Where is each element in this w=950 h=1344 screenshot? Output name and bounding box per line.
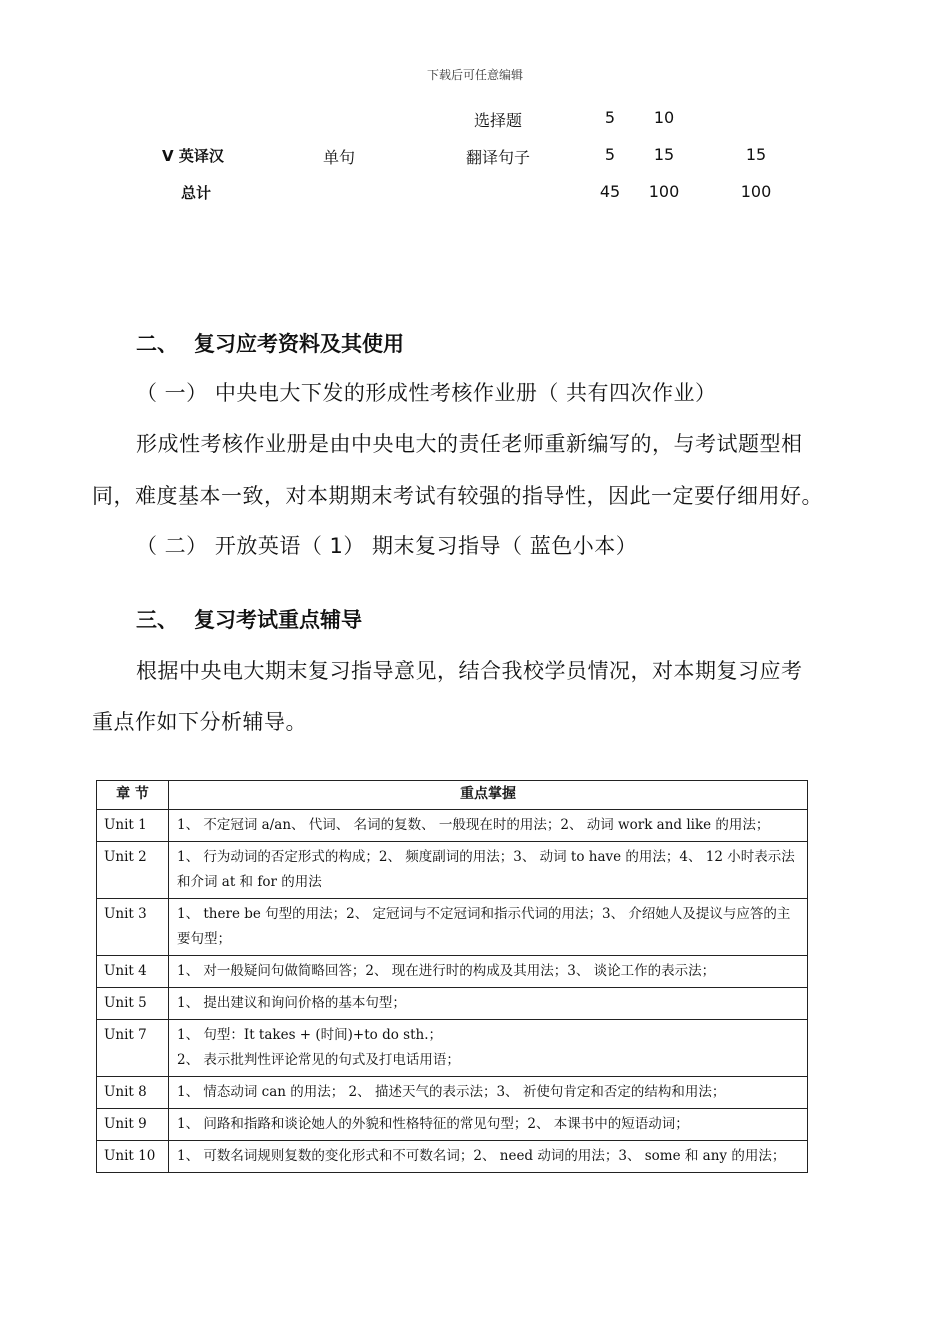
key-points-table <box>96 780 808 1173</box>
content-cell: 1、 可数名词规则复数的变化形式和不可数名词；2、 need 动词的用法；3、 some 和 any 的用法； <box>169 1141 808 1173</box>
table-row <box>97 899 808 956</box>
section-title: 复习应考资料及其使用 <box>194 332 404 356</box>
paragraph-line: 重点作如下分析辅导。 <box>92 710 307 734</box>
content-line: 2、 表示批判性评论常见的句式及打电话用语； <box>177 1052 460 1068</box>
unit-cell: Unit 10 <box>97 1141 169 1173</box>
unit-cell: Unit 2 <box>97 842 169 899</box>
table-row <box>97 842 808 899</box>
score-row <box>0 182 950 210</box>
section-title: 复习考试重点辅导 <box>194 608 362 632</box>
table-row <box>97 1077 808 1109</box>
score-type: 翻译句子 <box>466 148 531 167</box>
paragraph-line: 根据中央电大期末复习指导意见，结合我校学员情况，对本期复习应考 <box>136 659 803 683</box>
unit-cell: Unit 9 <box>97 1109 169 1141</box>
content-cell: 1、 行为动词的否定形式的构成；2、 频度副词的用法；3、 动词 to have 的用法；4、 12 小时表示法和介词 at 和 for 的用法 <box>169 842 808 899</box>
score-points: 100 <box>648 182 680 201</box>
unit-cell: Unit 1 <box>97 810 169 842</box>
score-count: 5 <box>604 145 616 164</box>
section-2-heading <box>136 328 404 358</box>
table-row <box>97 956 808 988</box>
score-row <box>0 108 950 136</box>
section-3-heading <box>136 604 362 634</box>
content-cell: 1、 对一般疑问句做简略回答；2、 现在进行时的构成及其用法；3、 谈论工作的表示法； <box>169 956 808 988</box>
subsection-1: （ 一） 中央电大下发的形成性考核作业册（ 共有四次作业） <box>136 381 717 405</box>
content-cell: 1、 问路和指路和谈论她人的外貌和性格特征的常见句型；2、 本课书中的短语动词； <box>169 1109 808 1141</box>
table-header-row <box>97 781 808 810</box>
score-total: 15 <box>745 145 767 164</box>
unit-cell: Unit 7 <box>97 1020 169 1077</box>
score-section: V 英译汉 <box>162 147 224 165</box>
unit-cell: Unit 3 <box>97 899 169 956</box>
page-header: 下载后可任意编辑 <box>426 68 523 82</box>
content-cell: 1、 提出建议和询问价格的基本句型； <box>169 988 808 1020</box>
score-section: 总计 <box>181 184 212 202</box>
header-content: 重点掌握 <box>169 781 808 810</box>
table-row <box>97 810 808 842</box>
content-cell: 1、 不定冠词 a/an、 代词、 名词的复数、 一般现在时的用法；2、 动词 work and like 的用法； <box>169 810 808 842</box>
content-cell: 1、 there be 句型的用法；2、 定冠词与不定冠词和指示代词的用法；3、 介绍她人及提议与应答的主要句型； <box>169 899 808 956</box>
unit-cell: Unit 5 <box>97 988 169 1020</box>
paragraph-line: 形成性考核作业册是由中央电大的责任老师重新编写的，与考试题型相 <box>136 432 803 456</box>
content-line: 1、 句型：It takes + (时间)+to do sth.； <box>177 1027 442 1043</box>
score-count: 5 <box>604 108 616 127</box>
score-points: 15 <box>653 145 675 164</box>
unit-cell: Unit 4 <box>97 956 169 988</box>
table-row <box>97 1141 808 1173</box>
subsection-2: （ 二） 开放英语（ 1） 期末复习指导（ 蓝色小本） <box>136 534 638 558</box>
unit-cell: Unit 8 <box>97 1077 169 1109</box>
score-row <box>0 145 950 173</box>
score-type: 选择题 <box>474 111 523 130</box>
section-number: 三、 <box>136 608 178 632</box>
score-points: 10 <box>653 108 675 127</box>
header-unit: 章 节 <box>97 781 169 810</box>
content-cell: 1、 情态动词 can 的用法； 2、 描述天气的表示法；3、 祈使句肯定和否定的结构和用法； <box>169 1077 808 1109</box>
table-row <box>97 1109 808 1141</box>
table-row <box>97 1020 808 1077</box>
score-count: 45 <box>599 182 621 201</box>
paragraph-line: 同，难度基本一致，对本期期末考试有较强的指导性，因此一定要仔细用好。 <box>92 484 823 508</box>
score-form: 单句 <box>323 148 356 167</box>
content-cell <box>169 1020 808 1077</box>
table-row <box>97 988 808 1020</box>
score-total: 100 <box>740 182 772 201</box>
section-number: 二、 <box>136 332 178 356</box>
